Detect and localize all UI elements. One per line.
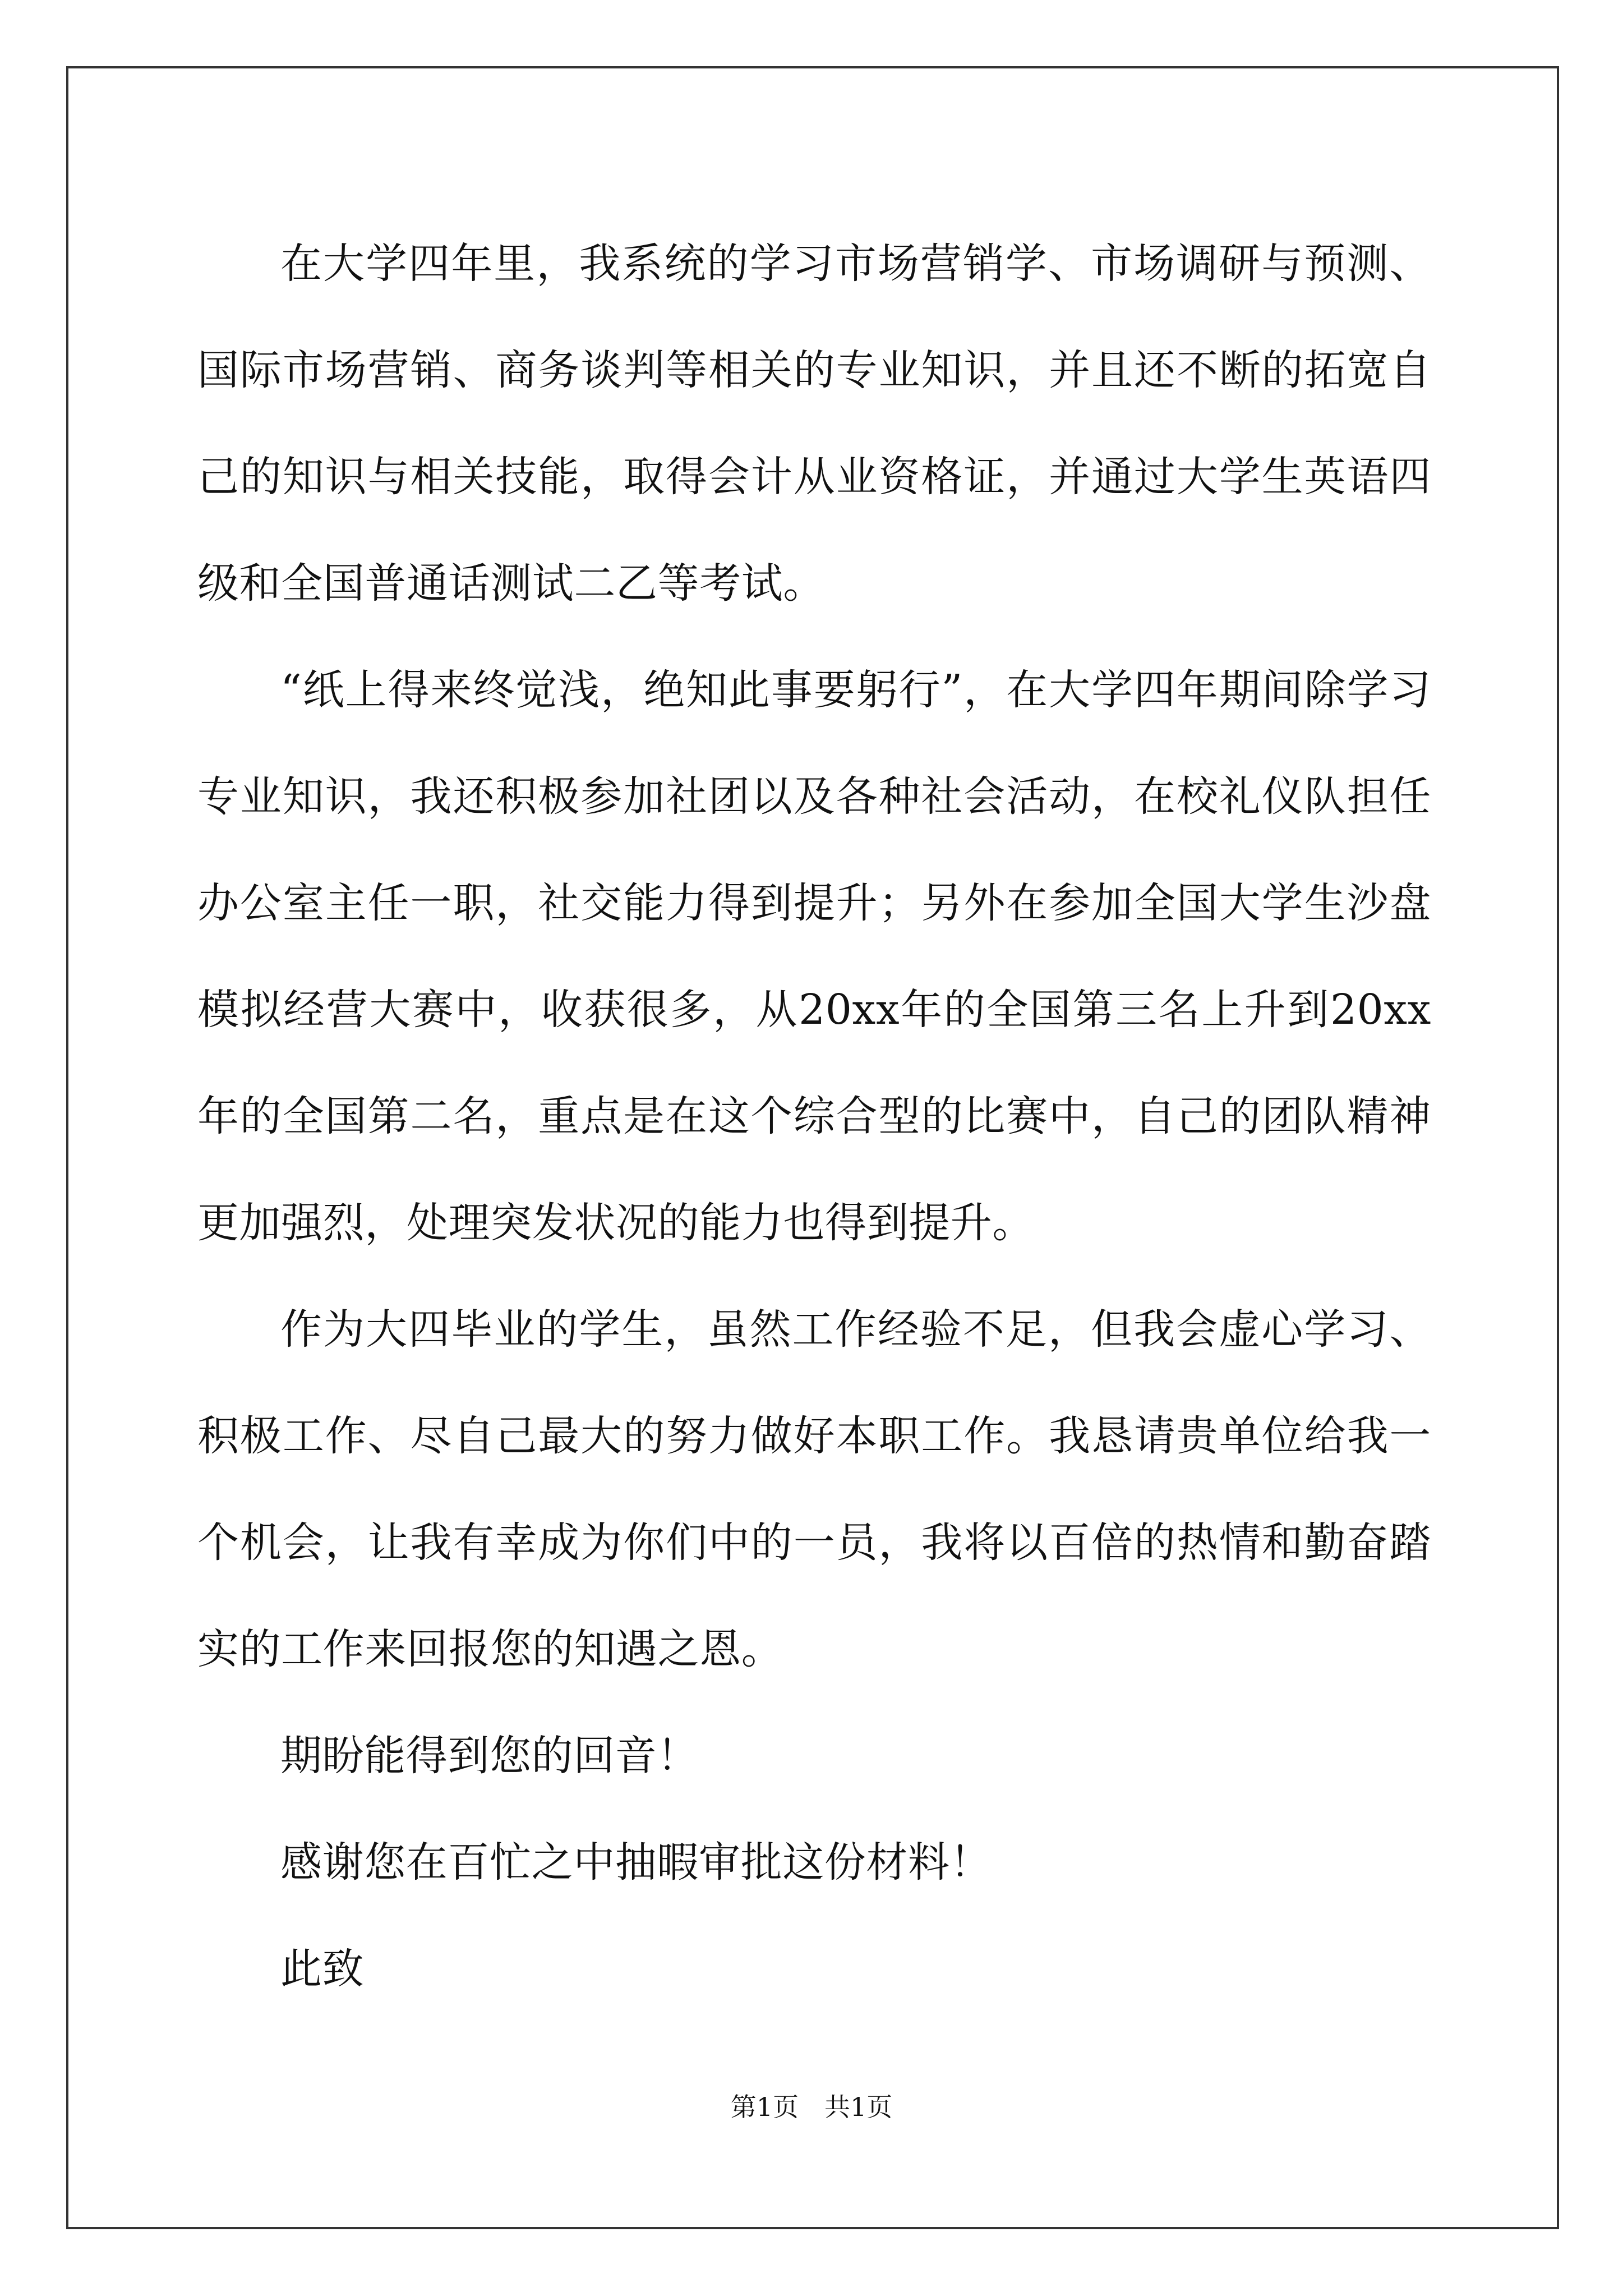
page-number: 第1页 共1页 (730, 2092, 893, 2122)
document-body (197, 210, 1431, 2022)
paragraph-practice: “纸上得来终觉浅，绝知此事要躬行”，在大学四年期间除学习专业知识，我还积极参加社团以及各种社会活动，在校礼仪队担任办公室主任一职，社交能力得到提升；另外在参加全国大学生沙盘模拟经营大赛中，收获很多，从20xx年的全国第三名上升到20xx年的全国第二名，重点是在这个综合型的比赛中，自己的团队精神更加强烈，处理突发状况的能力也得到提升。 (197, 666, 1431, 1247)
paragraph-closing: 此致 (280, 1945, 365, 1993)
paragraph-hope: 期盼能得到您的回音！ (280, 1732, 699, 1780)
paragraph-commitment: 作为大四毕业的学生，虽然工作经验不足，但我会虚心学习、积极工作、尽自己最大的努力做好本职工作。我恳请贵单位给我一个机会，让我有幸成为你们中的一员，我将以百倍的热情和勤奋踏实的工作来回报您的知遇之恩。 (197, 1305, 1431, 1673)
paragraph-education: 在大学四年里，我系统的学习市场营销学、市场调研与预测、国际市场营销、商务谈判等相关的专业知识，并且还不断的拓宽自己的知识与相关技能，取得会计从业资格证，并通过大学生英语四级和全国普通话测试二乙等考试。 (197, 240, 1431, 608)
page-footer (0, 2087, 1623, 2124)
paragraph-thanks: 感谢您在百忙之中抽暇审批这份材料！ (280, 1838, 992, 1887)
